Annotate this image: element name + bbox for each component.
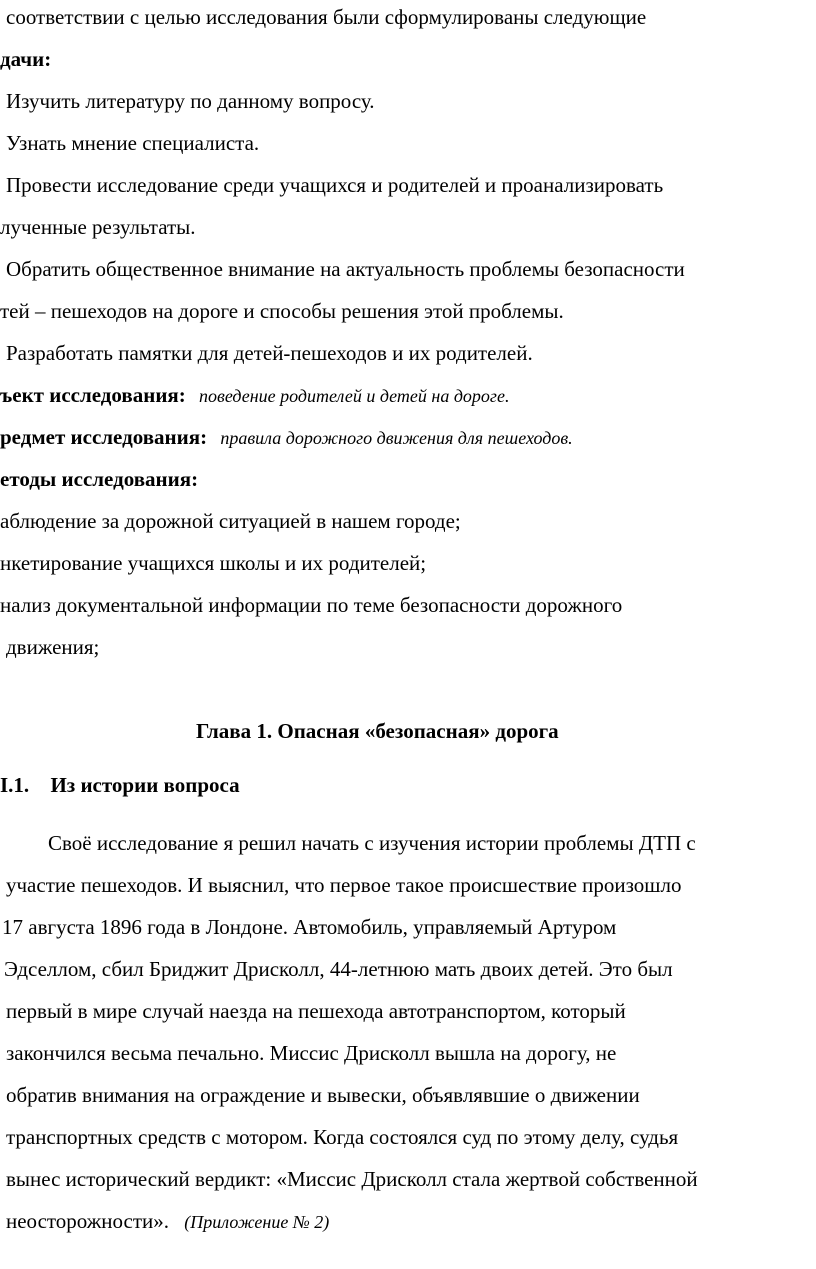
list-item: нкетирование учащихся школы и их родителей; xyxy=(0,551,427,575)
list-item: Провести исследование среди учащихся и родителей и проанализировать xyxy=(6,173,664,197)
list-item: аблюдение за дорожной ситуацией в нашем городе; xyxy=(0,509,461,533)
list-item: Обратить общественное внимание на актуальность проблемы безопасности xyxy=(6,257,685,281)
list-item: Узнать мнение специалиста. xyxy=(6,131,260,155)
text-line: движения; xyxy=(6,635,100,659)
paragraph-line: Эдселлом, сбил Бриджит Дрисколл, 44-летнюю мать двоих детей. Это был xyxy=(4,957,673,981)
object-value: поведение родителей и детей на дороге. xyxy=(199,386,510,406)
paragraph-line: вынес исторический вердикт: «Миссис Дрисколл стала жертвой собственной xyxy=(6,1167,698,1191)
subject-label: редмет исследования: xyxy=(0,425,208,449)
heading-methods: етоды исследования: xyxy=(0,467,199,491)
paragraph-line: первый в мире случай наезда на пешехода автотранспортом, который xyxy=(6,999,626,1023)
text-line: соответствии с целью исследования были сформулированы следующие xyxy=(6,5,647,29)
section-number: I.1. xyxy=(0,773,30,797)
paragraph-line: 17 августа 1896 года в Лондоне. Автомобиль, управляемый Артуром xyxy=(2,915,617,939)
subject-of-research xyxy=(0,424,573,451)
paragraph-text: неосторожности». xyxy=(6,1209,170,1233)
text-line: лученные результаты. xyxy=(0,215,196,239)
object-of-research xyxy=(0,382,509,409)
paragraph-line: участие пешеходов. И выяснил, что первое такое происшествие произошло xyxy=(6,873,682,897)
text-line: тей – пешеходов на дороге и способы решения этой проблемы. xyxy=(0,299,564,323)
appendix-reference: (Приложение № 2) xyxy=(184,1212,330,1232)
list-item: Изучить литературу по данному вопросу. xyxy=(6,89,375,113)
chapter-title: Глава 1. Опасная «безопасная» дорога xyxy=(196,719,559,743)
list-item: нализ документальной информации по теме безопасности дорожного xyxy=(0,593,623,617)
heading-tasks: дачи: xyxy=(0,47,52,71)
section-heading: Из истории вопроса xyxy=(50,773,240,797)
paragraph-line: обратив внимания на ограждение и вывески, объявлявшие о движении xyxy=(6,1083,640,1107)
paragraph-line: Своё исследование я решил начать с изучения истории проблемы ДТП с xyxy=(48,831,696,855)
paragraph-line xyxy=(6,1208,329,1235)
object-label: ъект исследования: xyxy=(0,383,186,407)
subject-value: правила дорожного движения для пешеходов. xyxy=(220,428,573,448)
paragraph-line: закончился весьма печально. Миссис Дрисколл вышла на дорогу, не xyxy=(6,1041,617,1065)
paragraph-line: транспортных средств с мотором. Когда состоялся суд по этому делу, судья xyxy=(6,1125,679,1149)
list-item: Разработать памятки для детей-пешеходов и их родителей. xyxy=(6,341,533,365)
section-title xyxy=(0,772,240,798)
